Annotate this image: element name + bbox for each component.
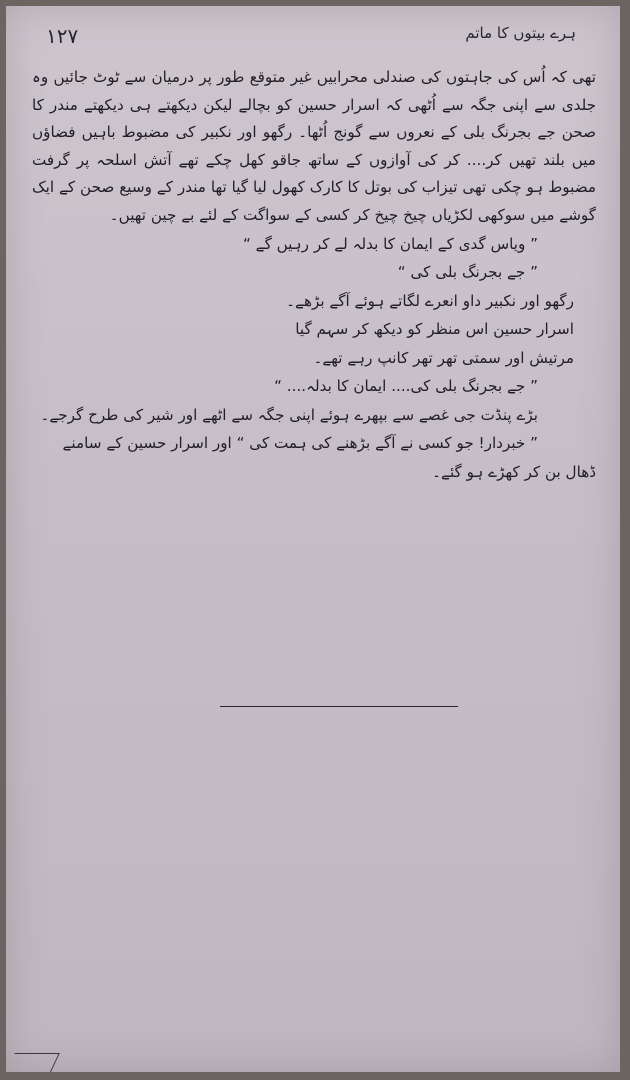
dialogue-line-3: ” جے بجرنگ بلی کی.... ایمان کا بدلہ.... “ bbox=[274, 377, 538, 396]
page-number: ۱۲۷ bbox=[46, 24, 79, 48]
narration-line-3: مرتیش اور سمتی تھر تھر کانپ رہے تھے۔ bbox=[313, 348, 574, 367]
body-text bbox=[32, 64, 596, 486]
closing-line: ڈھال بن کر کھڑے ہو گئے۔ bbox=[432, 462, 596, 481]
opening-paragraph: تھی کہ اُس کی جاہتوں کی صندلی محرابیں غیر متوقع طور پر درمیان سے ٹوٹ جائیں وہ جلدی سے اپنی جگہ سے اُٹھی کہ اسرار حسین کو بچالے لیکن دیکھتے ہی دیکھتے مندر کا صحن جے بجرنگ بلی کے نعروں سے گونج اُٹھا۔ رگھو اور نکبیر کی مضبوط باہیں فضاؤں میں بلند تھیں کر.... کر کی آوازوں کے ساتھ جاقو کھل چکے تھے آتش اسلحہ پر گرفت مضبوط ہو چکی تھی تیزاب کی بوتل کا کارک کھول لیا گیا تھا مندر کے وسیع صحن کے ایک گوشے میں سوکھی لکڑیاں چیخ چیخ کر کسی کے سواگت کے لئے بے چین تھیں۔ bbox=[32, 68, 596, 224]
corner-fold-mark bbox=[6, 1053, 60, 1072]
narration-line-1: رگھو اور نکبیر داو انعرے لگاتے ہوئے آگے بڑھے۔ bbox=[286, 291, 574, 310]
dialogue-line-4: ” خبردار! جو کسی نے آگے بڑھنے کی ہمت کی “ اور اسرار حسین کے سامنے bbox=[62, 434, 538, 453]
narration-line-2: اسرار حسین اس منظر کو دیکھ کر سہم گیا bbox=[295, 320, 574, 339]
narration-line-4: بڑے پنڈت جی غصے سے بپھرے ہوئے اپنی جگہ سے اٹھے اور شیر کی طرح گرجے۔ bbox=[40, 405, 538, 424]
section-divider bbox=[220, 706, 458, 707]
book-page bbox=[6, 6, 620, 1072]
dialogue-line-1: ” ویاس گدی کے ایمان کا بدلہ لے کر رہیں گے “ bbox=[242, 234, 538, 253]
dialogue-line-2: ” جے بجرنگ بلی کی “ bbox=[397, 263, 538, 282]
running-title: ہرے بیتوں کا ماتم bbox=[465, 24, 576, 42]
